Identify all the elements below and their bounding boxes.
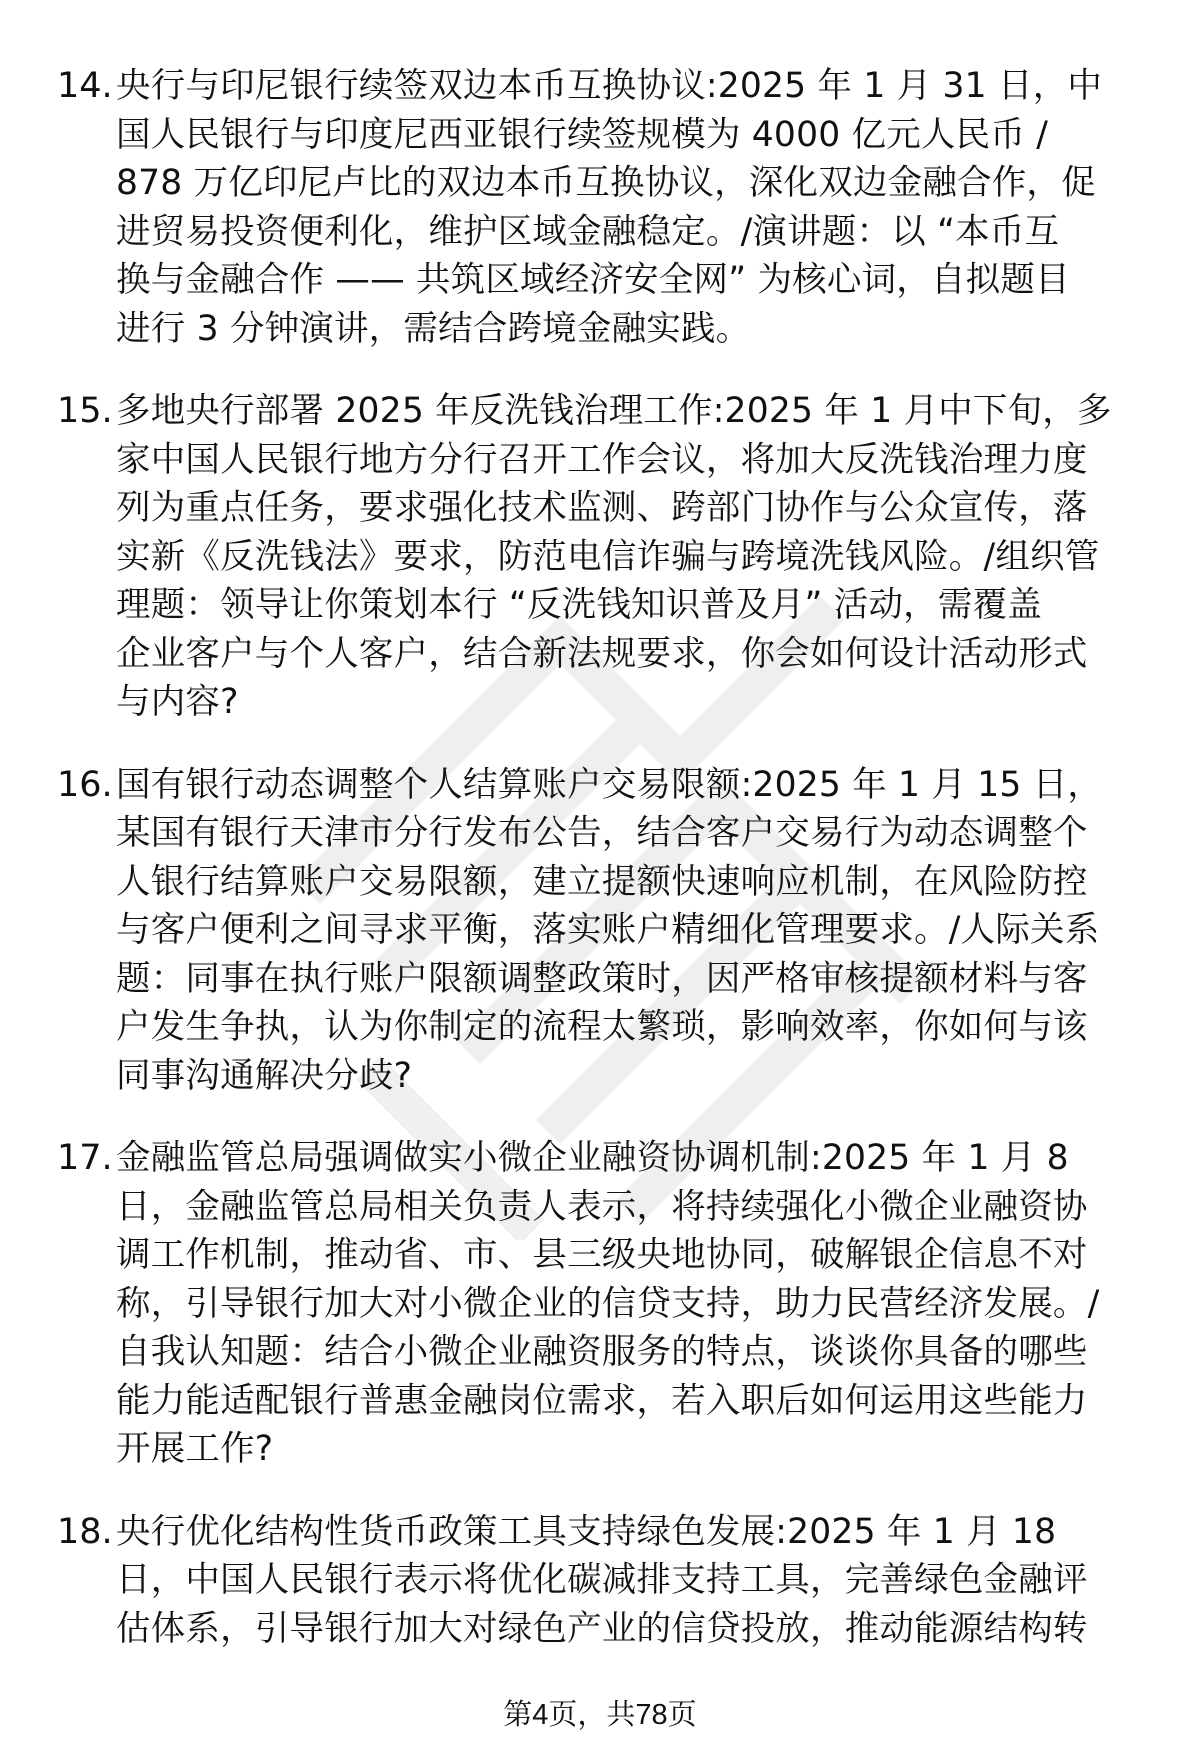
item-number: 18. xyxy=(57,1511,113,1552)
text-line: 列为重点任务，要求强化技术监测、跨部门协作与公众宣传，落 xyxy=(116,488,1088,528)
list-item-14 xyxy=(0,62,1200,353)
text-line: 家中国人民银行地方分行召开工作会议，将加大反洗钱治理力度 xyxy=(116,439,1088,480)
item-text xyxy=(116,761,1146,1101)
text-line: 题：同事在执行账户限额调整政策时，因严格审核提额材料与客 xyxy=(116,958,1088,999)
item-number: 16. xyxy=(57,764,113,805)
text-line: 央行与印尼银行续签双边本币互换协议:2025 年 1 月 31 日，中 xyxy=(116,66,1103,106)
text-line: 国有银行动态调整个人结算账户交易限额:2025 年 1 月 15 日， xyxy=(116,764,1103,805)
text-line: 人银行结算账户交易限额，建立提额快速响应机制，在风险防控 xyxy=(116,861,1088,902)
item-number: 17. xyxy=(57,1138,113,1178)
text-line: 央行优化结构性货币政策工具支持绿色发展:2025 年 1 月 18 xyxy=(116,1511,1057,1552)
list-item-18 xyxy=(0,1508,1200,1654)
text-line: 调工作机制，推动省、市、县三级央地协同，破解银企信息不对 xyxy=(116,1235,1088,1275)
text-line: 户发生争执，认为你制定的流程太繁琐，影响效率，你如何与该 xyxy=(116,1007,1088,1047)
item-text xyxy=(116,62,1146,353)
text-line: 开展工作? xyxy=(116,1429,274,1469)
text-line: 进贸易投资便利化，维护区域金融稳定。/演讲题：以 “本币互 xyxy=(116,211,1060,252)
text-line: 能力能适配银行普惠金融岗位需求，若入职后如何运用这些能力 xyxy=(116,1380,1088,1421)
item-number: 14. xyxy=(57,66,113,106)
text-line: 多地央行部署 2025 年反洗钱治理工作:2025 年 1 月中下旬，多 xyxy=(116,391,1112,431)
text-line: 进行 3 分钟演讲，需结合跨境金融实践。 xyxy=(116,308,751,349)
text-line: 换与金融合作 —— 共筑区域经济安全网” 为核心词，自拟题目 xyxy=(116,260,1070,300)
text-line: 878 万亿印尼卢比的双边本币互换协议，深化双边金融合作，促 xyxy=(116,163,1096,203)
list-item-17 xyxy=(0,1134,1200,1474)
text-line: 理题：领导让你策划本行 “反洗钱知识普及月” 活动，需覆盖 xyxy=(116,585,1042,625)
text-line: 金融监管总局强调做实小微企业融资协调机制:2025 年 1 月 8 xyxy=(116,1138,1069,1178)
page-number-footer: 第4页，共78页 xyxy=(503,1699,697,1731)
text-line: 企业客户与个人客户，结合新法规要求，你会如何设计活动形式 xyxy=(116,633,1088,674)
text-line: 同事沟通解决分歧? xyxy=(116,1055,413,1096)
item-text xyxy=(116,1508,1146,1654)
text-line: 某国有银行天津市分行发布公告，结合客户交易行为动态调整个 xyxy=(116,813,1088,853)
text-line: 国人民银行与印度尼西亚银行续签规模为 4000 亿元人民币 / xyxy=(116,114,1049,155)
text-line: 与客户便利之间寻求平衡，落实账户精细化管理要求。/人际关系 xyxy=(116,910,1100,950)
question-list xyxy=(0,62,1200,1687)
item-text xyxy=(116,387,1146,727)
item-number: 15. xyxy=(57,391,113,431)
text-line: 自我认知题：结合小微企业融资服务的特点，谈谈你具备的哪些 xyxy=(116,1332,1088,1372)
text-line: 日，金融监管总局相关负责人表示，将持续强化小微企业融资协 xyxy=(116,1186,1088,1227)
text-line: 估体系，引导银行加大对绿色产业的信贷投放，推动能源结构转 xyxy=(116,1608,1088,1649)
text-line: 与内容? xyxy=(116,682,239,722)
list-item-16 xyxy=(0,761,1200,1101)
text-line: 称，引导银行加大对小微企业的信贷支持，助力民营经济发展。/ xyxy=(116,1283,1100,1324)
text-line: 日，中国人民银行表示将优化碳减排支持工具，完善绿色金融评 xyxy=(116,1560,1088,1600)
text-line: 实新《反洗钱法》要求，防范电信诈骗与跨境洗钱风险。/组织管 xyxy=(116,536,1100,577)
item-text xyxy=(116,1134,1146,1474)
list-item-15 xyxy=(0,387,1200,727)
